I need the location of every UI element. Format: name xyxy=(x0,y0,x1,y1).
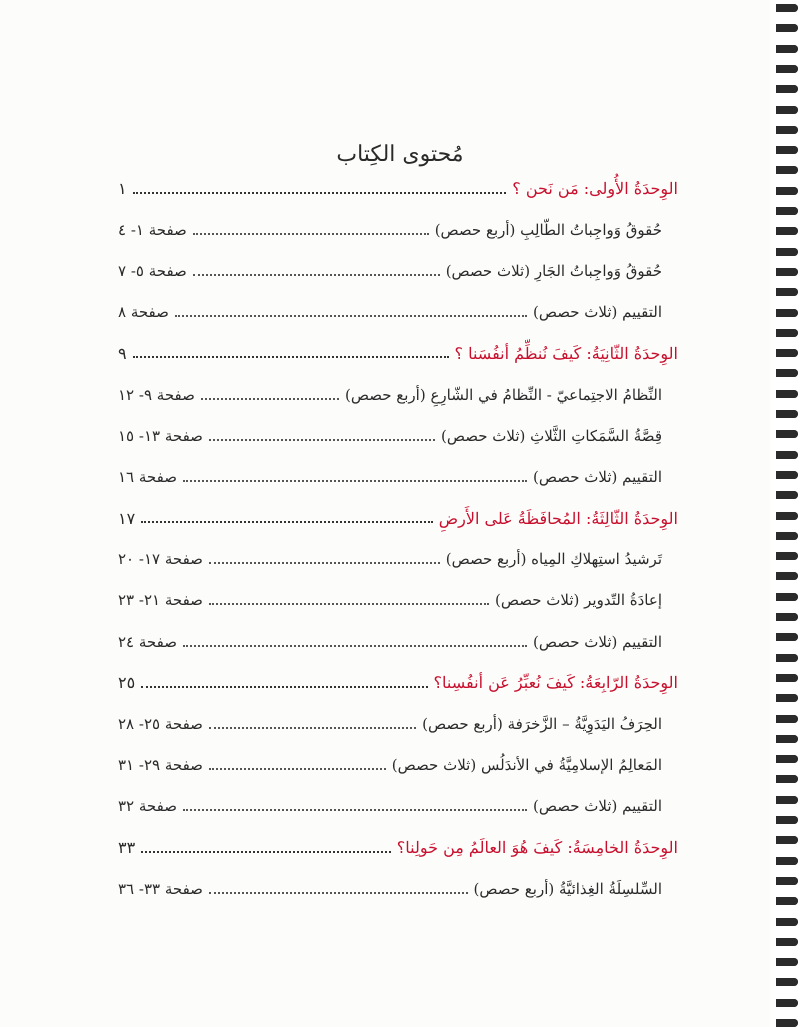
dot-leader xyxy=(141,521,433,523)
toc-row xyxy=(118,745,678,786)
binding-coil xyxy=(776,24,798,32)
toc-pages: صفحة ١٣- ١٥ xyxy=(118,426,203,445)
dot-leader xyxy=(209,768,386,770)
binding-coil xyxy=(776,369,798,377)
toc-label: السِّلسِلَةُ الغِذائيَّةُ (أربع حصص) xyxy=(473,879,662,898)
binding-coil xyxy=(776,735,798,743)
dot-leader xyxy=(209,892,468,894)
toc-pages: صفحة ١- ٤ xyxy=(118,220,187,239)
binding-coil xyxy=(776,85,798,93)
toc-row xyxy=(118,539,678,580)
binding-coil xyxy=(776,654,798,662)
dot-leader xyxy=(209,562,440,564)
toc-pages: صفحة ١٦ xyxy=(118,467,177,486)
toc-row xyxy=(118,456,678,497)
binding-coil xyxy=(776,126,798,134)
binding-coil xyxy=(776,532,798,540)
toc-pages: صفحة ١٧- ٢٠ xyxy=(118,550,203,569)
toc-row xyxy=(118,868,678,909)
toc-pages: صفحة ٢٤ xyxy=(118,632,177,651)
dot-leader xyxy=(183,809,527,811)
dot-leader xyxy=(209,439,435,441)
binding-coil xyxy=(776,715,798,723)
binding-coil xyxy=(776,897,798,905)
binding-coil xyxy=(776,978,798,986)
toc-pages: صفحة ٣٣- ٣٦ xyxy=(118,879,203,898)
dot-leader xyxy=(183,480,527,482)
toc-row xyxy=(118,374,678,415)
binding-coil xyxy=(776,836,798,844)
toc-label: الوِحدَةُ الأُولى: مَن نَحن ؟ xyxy=(512,179,678,199)
binding-coil xyxy=(776,309,798,317)
toc-label: التقييم (ثلاث حصص) xyxy=(532,632,662,651)
binding-coil xyxy=(776,694,798,702)
toc-row xyxy=(118,250,678,291)
binding-coil xyxy=(776,491,798,499)
toc-label: التقييم (ثلاث حصص) xyxy=(532,797,662,816)
binding-coil xyxy=(776,613,798,621)
toc-label: الوِحدَةُ الخامِسَةُ: كَيفَ هُوَ العالَمُ مِن حَولِنا؟ xyxy=(396,838,678,858)
dot-leader xyxy=(133,356,449,358)
toc-pages: ٩ xyxy=(118,343,127,363)
toc-label: الوِحدَةُ الرّابِعَةُ: كَيفَ نُعبِّرُ عَن أنفُسِنا؟ xyxy=(433,673,678,693)
toc-pages: ١ xyxy=(118,179,127,199)
binding-coil xyxy=(776,552,798,560)
binding-coil xyxy=(776,857,798,865)
spiral-binding xyxy=(770,0,800,1027)
toc-row xyxy=(118,168,678,209)
toc-row xyxy=(118,292,678,333)
toc-pages: صفحة ٣٢ xyxy=(118,797,177,816)
binding-coil xyxy=(776,268,798,276)
toc-label: حُقوقُ وَواجِباتُ الطّالِبِ (أربع حصص) xyxy=(434,220,662,239)
binding-coil xyxy=(776,451,798,459)
binding-coil xyxy=(776,755,798,763)
binding-coil xyxy=(776,410,798,418)
binding-coil xyxy=(776,572,798,580)
toc-label: النِّظامُ الاجتِماعيّ - النِّظامُ في الشّارِعِ (أربع حصص) xyxy=(345,385,662,404)
binding-coil xyxy=(776,187,798,195)
binding-coil xyxy=(776,958,798,966)
binding-coil xyxy=(776,999,798,1007)
toc-pages: صفحة ٢٩- ٣١ xyxy=(118,756,203,775)
toc-row xyxy=(118,621,678,662)
binding-coil xyxy=(776,674,798,682)
binding-coil xyxy=(776,288,798,296)
toc-pages: صفحة ٩- ١٢ xyxy=(118,385,195,404)
binding-coil xyxy=(776,593,798,601)
binding-coil xyxy=(776,390,798,398)
toc-pages: ١٧ xyxy=(118,508,136,528)
dot-leader xyxy=(133,192,507,194)
binding-coil xyxy=(776,227,798,235)
dot-leader xyxy=(193,233,429,235)
binding-coil xyxy=(776,166,798,174)
toc-pages: صفحة ٢٥- ٢٨ xyxy=(118,715,203,734)
binding-coil xyxy=(776,146,798,154)
binding-coil xyxy=(776,248,798,256)
dot-leader xyxy=(141,851,391,853)
dot-leader xyxy=(193,274,440,276)
binding-coil xyxy=(776,65,798,73)
binding-coil xyxy=(776,877,798,885)
dot-leader xyxy=(201,398,339,400)
binding-coil xyxy=(776,329,798,337)
toc-pages: صفحة ٥- ٧ xyxy=(118,261,187,280)
toc-label: المَعالِمُ الإسلامِيَّةُ في الأندَلُس (ثلاث حصص) xyxy=(391,756,662,775)
toc-row xyxy=(118,333,678,374)
binding-coil xyxy=(776,430,798,438)
binding-coil xyxy=(776,512,798,520)
binding-coil xyxy=(776,1019,798,1027)
toc-row xyxy=(118,498,678,539)
toc-label: قِصَّةُ السَّمَكاتِ الثَّلاثِ (ثلاث حصص) xyxy=(440,426,662,445)
dot-leader xyxy=(209,727,416,729)
toc-row xyxy=(118,703,678,744)
toc-pages: ٢٥ xyxy=(118,673,136,693)
binding-coil xyxy=(776,796,798,804)
toc-row xyxy=(118,662,678,703)
toc-label: التقييم (ثلاث حصص) xyxy=(532,303,662,322)
table-of-contents xyxy=(118,168,678,909)
toc-label: إعادَةُ التّدوير (ثلاث حصص) xyxy=(495,591,662,610)
binding-coil xyxy=(776,816,798,824)
toc-label: الوِحدَةُ الثّانِيَةُ: كَيفَ نُنظِّمُ أنفُسَنا ؟ xyxy=(454,343,678,363)
toc-row xyxy=(118,786,678,827)
toc-label: الحِرَفُ اليَدَوِيَّةُ – الزَّخرَفة (أربع حصص) xyxy=(422,715,662,734)
toc-label: الوِحدَةُ الثّالِثَةُ: المُحافَظَةُ عَلى الأَرضِ xyxy=(438,508,678,528)
dot-leader xyxy=(175,315,527,317)
toc-label: التقييم (ثلاث حصص) xyxy=(532,467,662,486)
toc-pages: ٣٣ xyxy=(118,838,136,858)
binding-coil xyxy=(776,4,798,12)
toc-pages: صفحة ٨ xyxy=(118,303,169,322)
binding-coil xyxy=(776,349,798,357)
binding-coil xyxy=(776,471,798,479)
toc-row xyxy=(118,415,678,456)
binding-coil xyxy=(776,633,798,641)
dot-leader xyxy=(209,603,489,605)
binding-coil xyxy=(776,207,798,215)
toc-row xyxy=(118,580,678,621)
binding-coil xyxy=(776,918,798,926)
toc-label: حُقوقُ وَواجِباتُ الجَارِ (ثلاث حصص) xyxy=(445,261,662,280)
dot-leader xyxy=(183,645,527,647)
toc-label: تَرشيدُ استِهلاكِ المِياه (أربع حصص) xyxy=(445,550,662,569)
toc-row xyxy=(118,827,678,868)
binding-coil xyxy=(776,45,798,53)
page-title: مُحتوى الكِتاب xyxy=(336,142,464,167)
dot-leader xyxy=(141,686,427,688)
toc-row xyxy=(118,209,678,250)
binding-coil xyxy=(776,106,798,114)
toc-pages: صفحة ٢١- ٢٣ xyxy=(118,591,203,610)
binding-coil xyxy=(776,775,798,783)
binding-coil xyxy=(776,938,798,946)
